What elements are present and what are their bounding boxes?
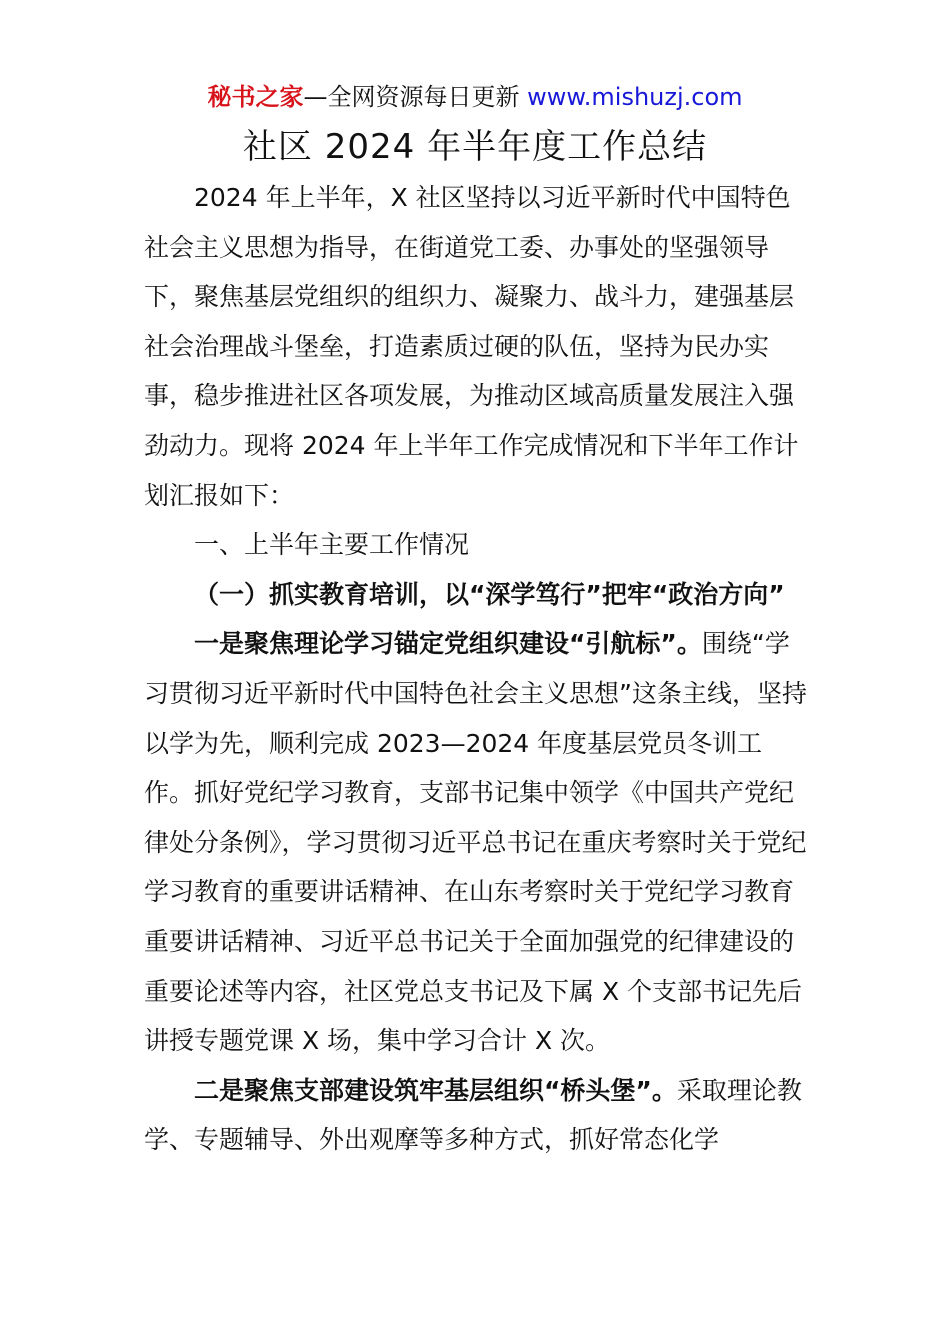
site-banner: [0, 82, 950, 112]
document-title: 社区 2024 年半年度工作总结: [242, 127, 708, 167]
section-heading: 一、上半年主要工作情况: [194, 530, 470, 560]
paragraph-text: 围绕“学习贯彻习近平新时代中国特色社会主义思想”这条主线，坚持以学为先，顺利完成 2023—2024 年度基层党员冬训工作。抓好党纪学习教育，支部书记集中领学《中国共产党纪律处分条例》，学习贯彻习近平总书记在重庆考察时关于党纪学习教育的重要讲话精神、在山东考察时关于党纪学习教育重要讲话精神、习近平总书记关于全面加强党的纪律建设的重要论述等内容，社区党总支书记及下属 X 个支部书记先后讲授专题党课 X 场，集中学习合计 X 次。: [144, 629, 807, 1056]
document-body: [144, 173, 810, 1165]
body-paragraph-2: [144, 1066, 810, 1165]
subsection-heading: （一）抓实教育培训，以“深学笃行”把牢“政治方向”: [194, 579, 785, 609]
site-url-link[interactable]: www.mishuzj.com: [527, 83, 743, 111]
paragraph-lead: 二是聚焦支部建设筑牢基层组织“桥头堡”。: [194, 1075, 677, 1105]
site-tagline: —全网资源每日更新: [303, 83, 528, 111]
body-paragraph-1: [144, 619, 810, 1065]
intro-paragraph: 2024 年上半年，X 社区坚持以习近平新时代中国特色社会主义思想为指导，在街道党工委、办事处的坚强领导下，聚焦基层党组织的组织力、凝聚力、战斗力，建强基层社会治理战斗堡垒，打造素质过硬的队伍，坚持为民办实事，稳步推进社区各项发展，为推动区域高质量发展注入强劲动力。现将 2024 年上半年工作完成情况和下半年工作计划汇报如下：: [144, 183, 799, 510]
paragraph-text: 采取理论教学、专题辅导、外出观摩等多种方式，抓好常态化学: [144, 1075, 802, 1155]
site-brand: 秘书之家: [207, 83, 304, 111]
paragraph-lead: 一是聚焦理论学习锚定党组织建设“引航标”。: [194, 629, 702, 659]
